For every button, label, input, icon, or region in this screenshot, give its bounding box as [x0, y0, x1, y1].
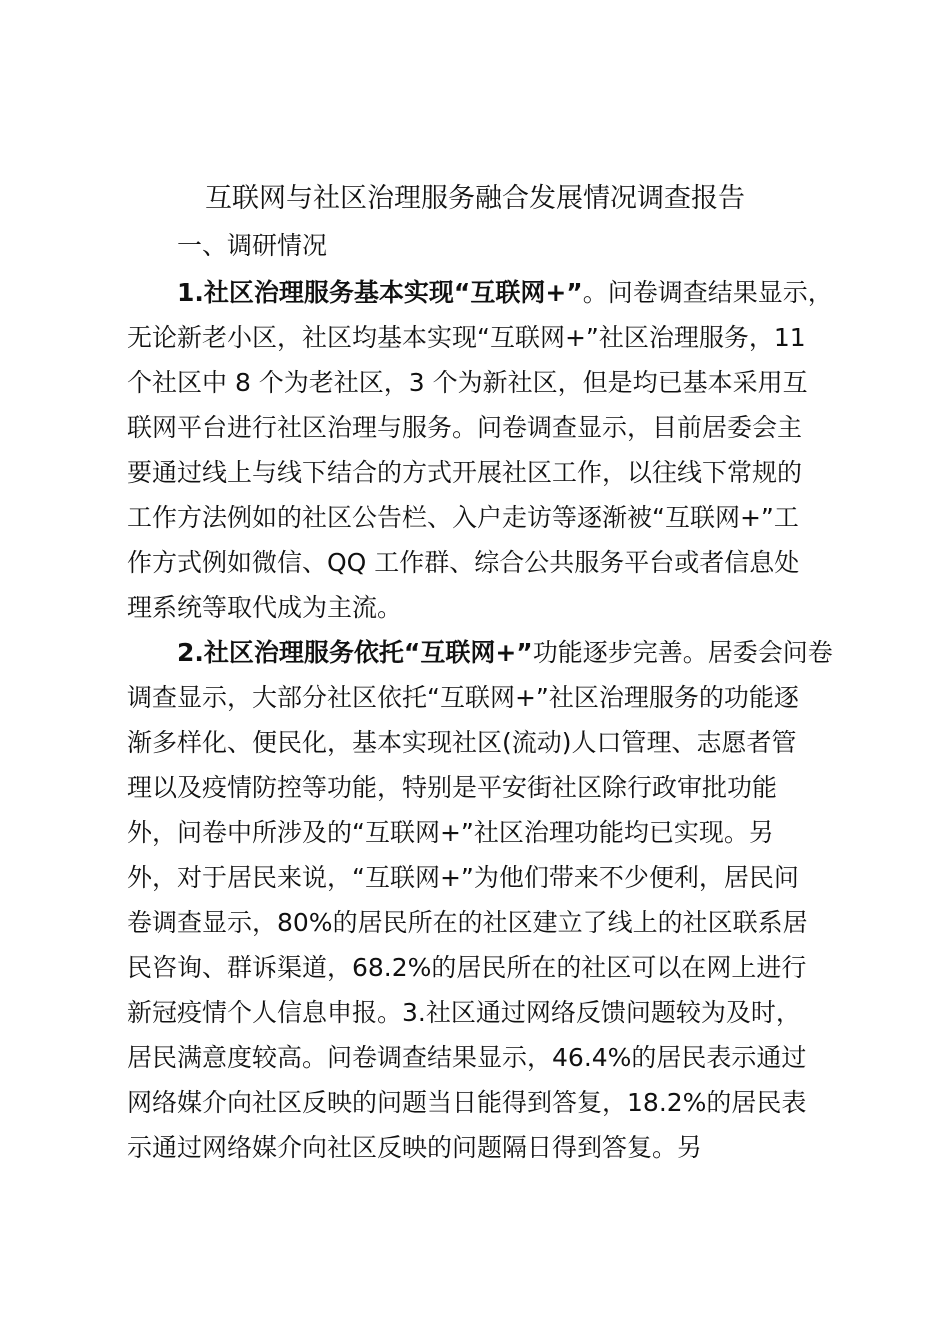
paragraph-2-line: 外，对于居民来说，“互联网+”为他们带来不少便利，居民问	[127, 863, 799, 892]
paragraph-1-line: 个社区中 8 个为老社区，3 个为新社区，但是均已基本采用互	[127, 368, 808, 397]
paragraph-2-line: 卷调查显示，80%的居民所在的社区建立了线上的社区联系居	[127, 908, 808, 937]
paragraph-1-line-1	[127, 270, 847, 315]
paragraph-2-heading: 2.社区治理服务依托“互联网+”	[177, 638, 533, 667]
paragraph-1-line: 作方式例如微信、QQ 工作群、综合公共服务平台或者信息处	[127, 548, 800, 577]
document-title: 互联网与社区治理服务融合发展情况调查报告	[205, 183, 745, 214]
paragraph-2-line: 民咨询、群诉渠道，68.2%的居民所在的社区可以在网上进行	[127, 953, 807, 982]
paragraph-1-line: 无论新老小区，社区均基本实现“互联网+”社区治理服务，11	[127, 323, 806, 352]
paragraph-2-line: 外，问卷中所涉及的“互联网+”社区治理功能均已实现。另	[127, 818, 774, 847]
paragraph-2-line: 居民满意度较高。问卷调查结果显示，46.4%的居民表示通过	[127, 1043, 807, 1072]
paragraph-1-first-text: 。问卷调查结果显示，	[582, 278, 833, 307]
paragraph-1-line: 要通过线上与线下结合的方式开展社区工作，以往线下常规的	[127, 458, 803, 487]
paragraph-2-line-1	[127, 630, 847, 675]
paragraph-2-line: 理以及疫情防控等功能，特别是平安街社区除行政审批功能	[127, 773, 778, 802]
paragraph-2-line: 新冠疫情个人信息申报。3.社区通过网络反馈问题较为及时，	[127, 998, 801, 1027]
paragraph-2-line: 网络媒介向社区反映的问题当日能得到答复，18.2%的居民表	[127, 1088, 807, 1117]
paragraph-2-first-text: 功能逐步完善。居委会问卷	[532, 638, 833, 667]
section-heading: 一、调研情况	[177, 231, 328, 260]
paragraph-2-line: 示通过网络媒介向社区反映的问题隔日得到答复。另	[127, 1133, 703, 1162]
document-body	[127, 270, 847, 1170]
paragraph-1-line: 工作方法例如的社区公告栏、入户走访等逐渐被“互联网+”工	[127, 503, 799, 532]
paragraph-1-line: 理系统等取代成为主流。	[127, 593, 403, 622]
paragraph-2-line: 调查显示，大部分社区依托“互联网+”社区治理服务的功能逐	[127, 683, 799, 712]
paragraph-1-line: 联网平台进行社区治理与服务。问卷调查显示，目前居委会主	[127, 413, 803, 442]
paragraph-1-heading: 1.社区治理服务基本实现“互联网+”	[177, 278, 583, 307]
paragraph-2-line: 渐多样化、便民化，基本实现社区(流动)人口管理、志愿者管	[127, 728, 797, 757]
